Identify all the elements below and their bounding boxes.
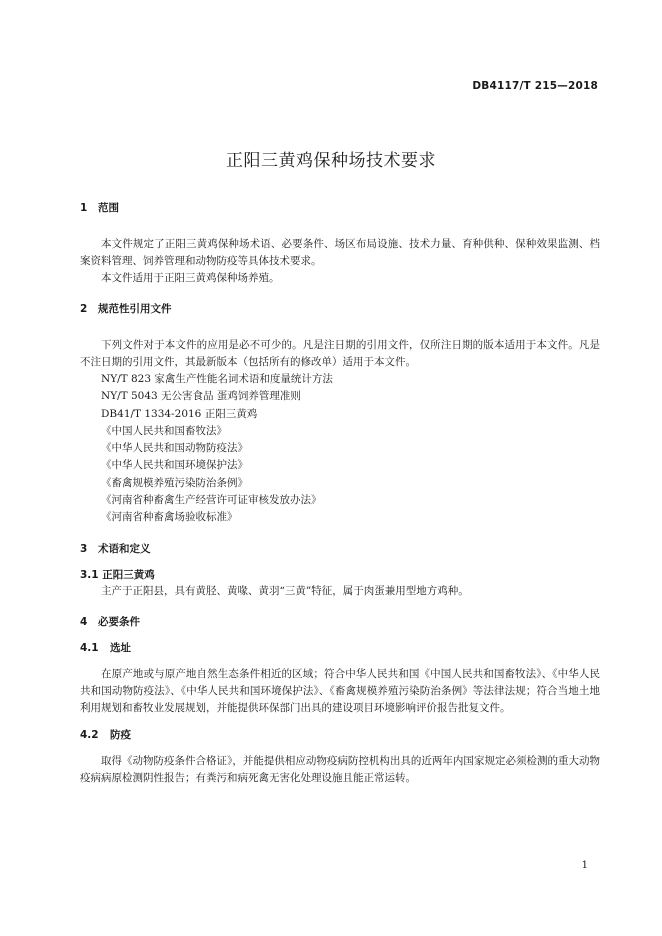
section-4-1-paragraph: 在原产地或与原产地自然生态条件相近的区域；符合中华人民共和国《中国人民共和国畜牧法》、《中华人民共和国动物防疫法》、《中华人民共和国环境保护法》、《畜禽规模养殖污染防治条例》等法律法规；符合当地土地利用规划和畜牧业发展规划，并能提供环保部门出具的建设项目环境影响评价报告批复文件。 — [80, 667, 600, 714]
document-title: 正阳三黄鸡保种场技术要求 — [226, 151, 436, 171]
section-1-paragraph-2: 本文件适用于正阳三黄鸡保种场养殖。 — [101, 272, 280, 284]
document-body — [80, 200, 600, 787]
reference-item: 《中国人民共和国畜牧法》 — [101, 424, 227, 437]
section-2-heading: 2 规范性引用文件 — [80, 303, 172, 315]
reference-item: 《河南省种畜禽场验收标准》 — [101, 511, 238, 524]
section-3-heading: 3 术语和定义 — [80, 542, 151, 555]
reference-item: 《中华人民共和国动物防疫法》 — [101, 442, 248, 455]
section-1-heading: 1 范围 — [80, 202, 119, 214]
section-4-2-paragraph: 取得《动物防疫条件合格证》，并能提供相应动物疫病防控机构出具的近两年内国家规定必须检测的重大动物疫病病原检测阴性报告；有粪污和病死禽无害化处理设施且能正常运转。 — [80, 754, 600, 784]
section-4-heading: 4 必要条件 — [80, 615, 140, 628]
reference-item: NY/T 823 家禽生产性能名词术语和度量统计方法 — [101, 373, 333, 385]
section-3-1-heading: 3.1 正阳三黄鸡 — [80, 568, 155, 581]
reference-item: NY/T 5043 无公害食品 蛋鸡饲养管理准则 — [101, 390, 301, 403]
reference-item: 《河南省种畜禽生产经营许可证审核发放办法》 — [101, 494, 322, 507]
standard-code: DB4117/T 215—2018 — [472, 80, 598, 92]
section-4-1-heading: 4.1 选址 — [80, 641, 131, 654]
section-2-paragraph-1: 下列文件对于本文件的应用是必不可少的。凡是注日期的引用文件，仅所注日期的版本适用于本文件。凡是不注日期的引用文件，其最新版本（包括所有的修改单）适用于本文件。 — [80, 339, 600, 368]
section-4-2-heading: 4.2 防疫 — [80, 728, 131, 741]
section-3-1-paragraph: 主产于正阳县，具有黄胫、黄喙、黄羽“三黄”特征，属于肉蛋兼用型地方鸡种。 — [101, 584, 469, 597]
reference-item: 《畜禽规模养殖污染防治条例》 — [101, 476, 248, 489]
reference-item: DB41/T 1334-2016 正阳三黄鸡 — [101, 407, 258, 420]
reference-item: 《中华人民共和国环境保护法》 — [101, 459, 248, 472]
section-1-paragraph-1: 本文件规定了正阳三黄鸡保种场术语、必要条件、场区布局设施、技术力量、育种供种、保种效果监测、档案资料管理、饲养管理和动物防疫等具体技术要求。 — [80, 238, 600, 267]
page-number: 1 — [581, 860, 588, 871]
